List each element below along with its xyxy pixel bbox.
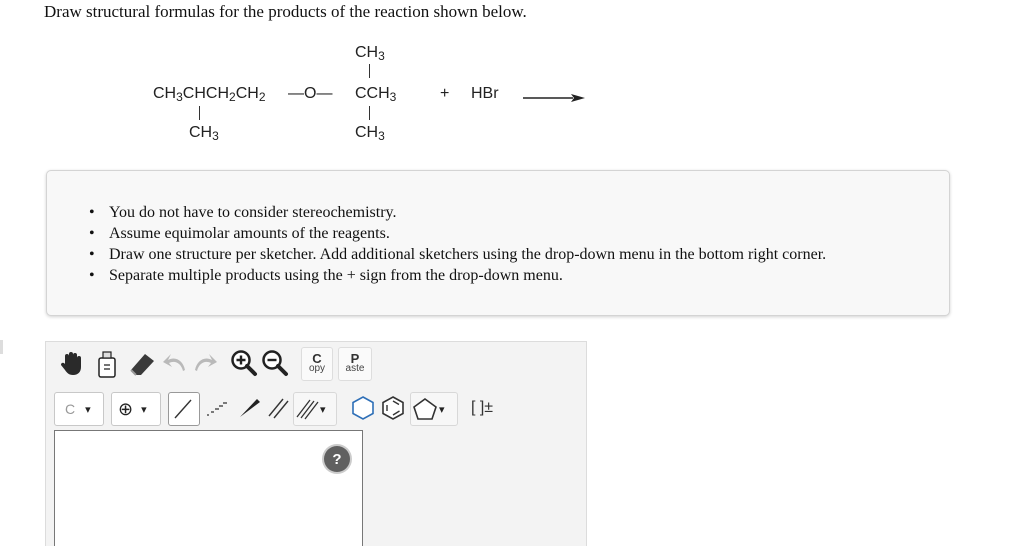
quaternary-carbon: $CCH_3$ <box>355 85 397 104</box>
copy-label: opy <box>308 363 326 374</box>
double-bond-icon <box>264 394 292 422</box>
double-bond-tool[interactable] <box>263 392 293 424</box>
chevron-down-icon: ▾ <box>141 403 147 416</box>
benzene-icon <box>380 395 406 421</box>
eraser-icon[interactable] <box>126 348 158 378</box>
zoom-out-icon[interactable] <box>261 348 289 378</box>
charge-dropdown[interactable] <box>111 392 161 426</box>
drawing-canvas[interactable] <box>54 430 363 546</box>
single-bond-icon <box>169 395 197 423</box>
redo-icon[interactable] <box>190 348 220 378</box>
bond-top-vertical <box>369 64 370 78</box>
left-bottom-methyl: $CH_3$ <box>189 124 219 143</box>
instruction-item: • Assume equimolar amounts of the reagents. <box>109 223 826 244</box>
chevron-down-icon: ▾ <box>85 403 91 416</box>
wedge-bond-tool[interactable] <box>234 392 264 424</box>
instruction-item: • You do not have to consider stereochemistry. <box>109 202 826 223</box>
charge-plus-icon: ⊕ <box>118 398 134 419</box>
pentagon-icon <box>411 396 439 422</box>
paste-button[interactable] <box>338 347 372 381</box>
reaction-arrow-icon <box>523 93 585 103</box>
hand-icon[interactable] <box>57 348 85 378</box>
copy-button[interactable] <box>301 347 333 381</box>
zoom-in-icon[interactable] <box>230 348 258 378</box>
instructions-list <box>109 202 826 286</box>
paste-label: aste <box>345 363 365 374</box>
instruction-item: • Draw one structure per sketcher. Add additional sketchers using the drop-down menu in the bottom right corner. <box>109 244 826 265</box>
single-bond-tool[interactable] <box>168 392 200 426</box>
wedge-bond-icon <box>235 394 263 422</box>
ring-dropdown[interactable] <box>410 392 458 426</box>
left-edge-marker <box>0 340 3 354</box>
cyclohexane-tool[interactable] <box>348 392 378 424</box>
question-text: Draw structural formulas for the products of the reaction shown below. <box>44 2 527 21</box>
right-bottom-methyl: $CH_3$ <box>355 124 385 143</box>
triple-bond-dropdown[interactable] <box>293 392 337 426</box>
left-chain: $CH_3CHCH_2CH_2$ <box>153 85 266 104</box>
instructions-panel <box>46 170 950 316</box>
dashed-bond-tool[interactable] <box>201 392 231 424</box>
element-dropdown[interactable] <box>54 392 104 426</box>
chevron-down-icon: ▾ <box>320 403 326 416</box>
eraser-bottle-icon[interactable] <box>93 348 121 380</box>
benzene-tool[interactable] <box>378 392 408 424</box>
hexagon-icon <box>350 395 376 421</box>
undo-icon[interactable] <box>160 348 190 378</box>
paste-letter: P <box>350 351 360 366</box>
reaction-scheme <box>0 0 1024 160</box>
element-selected: C <box>65 401 76 417</box>
bracket-charge-tool[interactable]: [ ]± <box>470 399 494 416</box>
bond-left-vertical <box>199 106 200 120</box>
instruction-item: • Separate multiple products using the + sign from the drop-down menu. <box>109 265 826 286</box>
dashed-bond-icon <box>202 394 230 422</box>
top-methyl: $CH_3$ <box>355 44 385 63</box>
copy-letter: C <box>312 351 322 366</box>
bond-right-vertical <box>369 106 370 120</box>
plus-sign: + <box>440 85 450 102</box>
ether-oxygen: —O— <box>288 85 333 102</box>
reagent-hbr: HBr <box>471 85 499 102</box>
help-icon[interactable]: ? <box>324 446 350 472</box>
chevron-down-icon: ▾ <box>439 403 445 416</box>
triple-bond-icon <box>294 395 320 423</box>
